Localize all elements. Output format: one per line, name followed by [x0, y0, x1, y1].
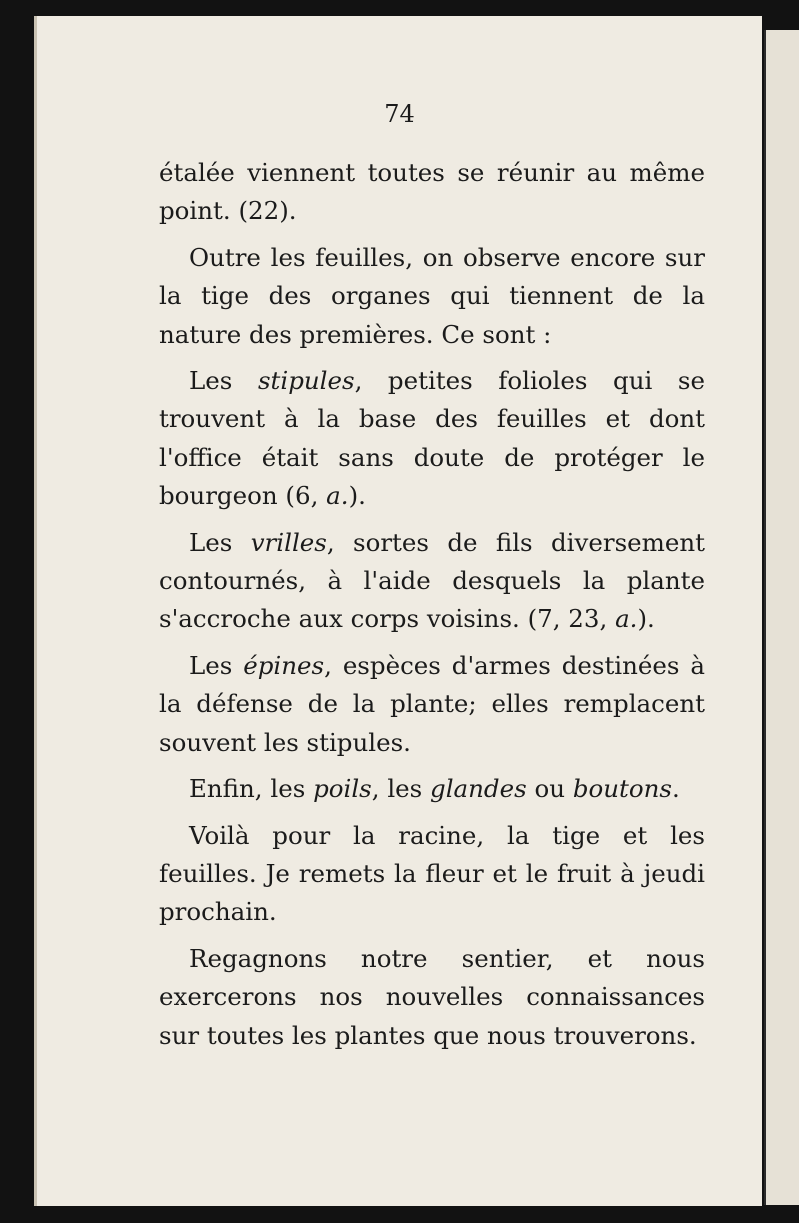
- paragraph-vrilles: [159, 524, 705, 639]
- term-boutons: boutons: [572, 774, 672, 804]
- page-text: [159, 154, 705, 1063]
- ref-letter: a.: [326, 481, 349, 511]
- paragraph-continuation: étalée viennent toutes se réunir au même point. (22).: [159, 158, 705, 226]
- paragraph-voila: Voilà pour la racine, la tige et les feuilles. Je remets la fleur et le fruit à jeudi prochain.: [159, 820, 705, 927]
- text-span: ou: [526, 774, 573, 804]
- text-span: Les: [189, 650, 244, 680]
- term-epines: épines: [243, 650, 325, 680]
- text-span: , les: [371, 774, 431, 804]
- term-stipules: stipules: [257, 366, 355, 396]
- text-span: Les: [189, 527, 251, 557]
- text-span: ).: [637, 604, 655, 634]
- paragraph-organs: Outre les feuilles, on observe encore sur la tige des organes qui tiennent de la nature des premières. Ce sont :: [159, 242, 705, 349]
- text-span: ).: [348, 481, 366, 511]
- text-span: .: [671, 774, 680, 804]
- book-page: [34, 16, 762, 1206]
- text-span: , petites folioles qui se trouvent à la base des feuilles et dont l'office était sans doute de protéger le bourgeon (6,: [159, 366, 705, 511]
- adjacent-page-edge: [764, 30, 799, 1205]
- paragraph-stipules: [159, 362, 705, 516]
- text-span: , sortes de fils diversement contournés, à l'aide desquels la plante s'accroche aux corps voisins. (7, 23,: [159, 527, 705, 634]
- text-span: Les: [189, 366, 258, 396]
- ref-letter: a.: [615, 604, 638, 634]
- term-vrilles: vrilles: [250, 527, 327, 557]
- text-span: Enfin, les: [189, 774, 314, 804]
- paragraph-epines: [159, 647, 705, 762]
- paragraph-regagnons: Regagnons notre sentier, et nous exercerons nos nouvelles connaissances sur toutes les plantes que nous trouverons.: [159, 943, 705, 1050]
- paragraph-poils: [159, 770, 705, 808]
- term-glandes: glandes: [430, 774, 527, 804]
- text-span: , espèces d'armes destinées à la défense de la plante; elles remplacent souvent les stipules.: [159, 650, 705, 757]
- page-number: 74: [384, 100, 415, 128]
- term-poils: poils: [313, 774, 372, 804]
